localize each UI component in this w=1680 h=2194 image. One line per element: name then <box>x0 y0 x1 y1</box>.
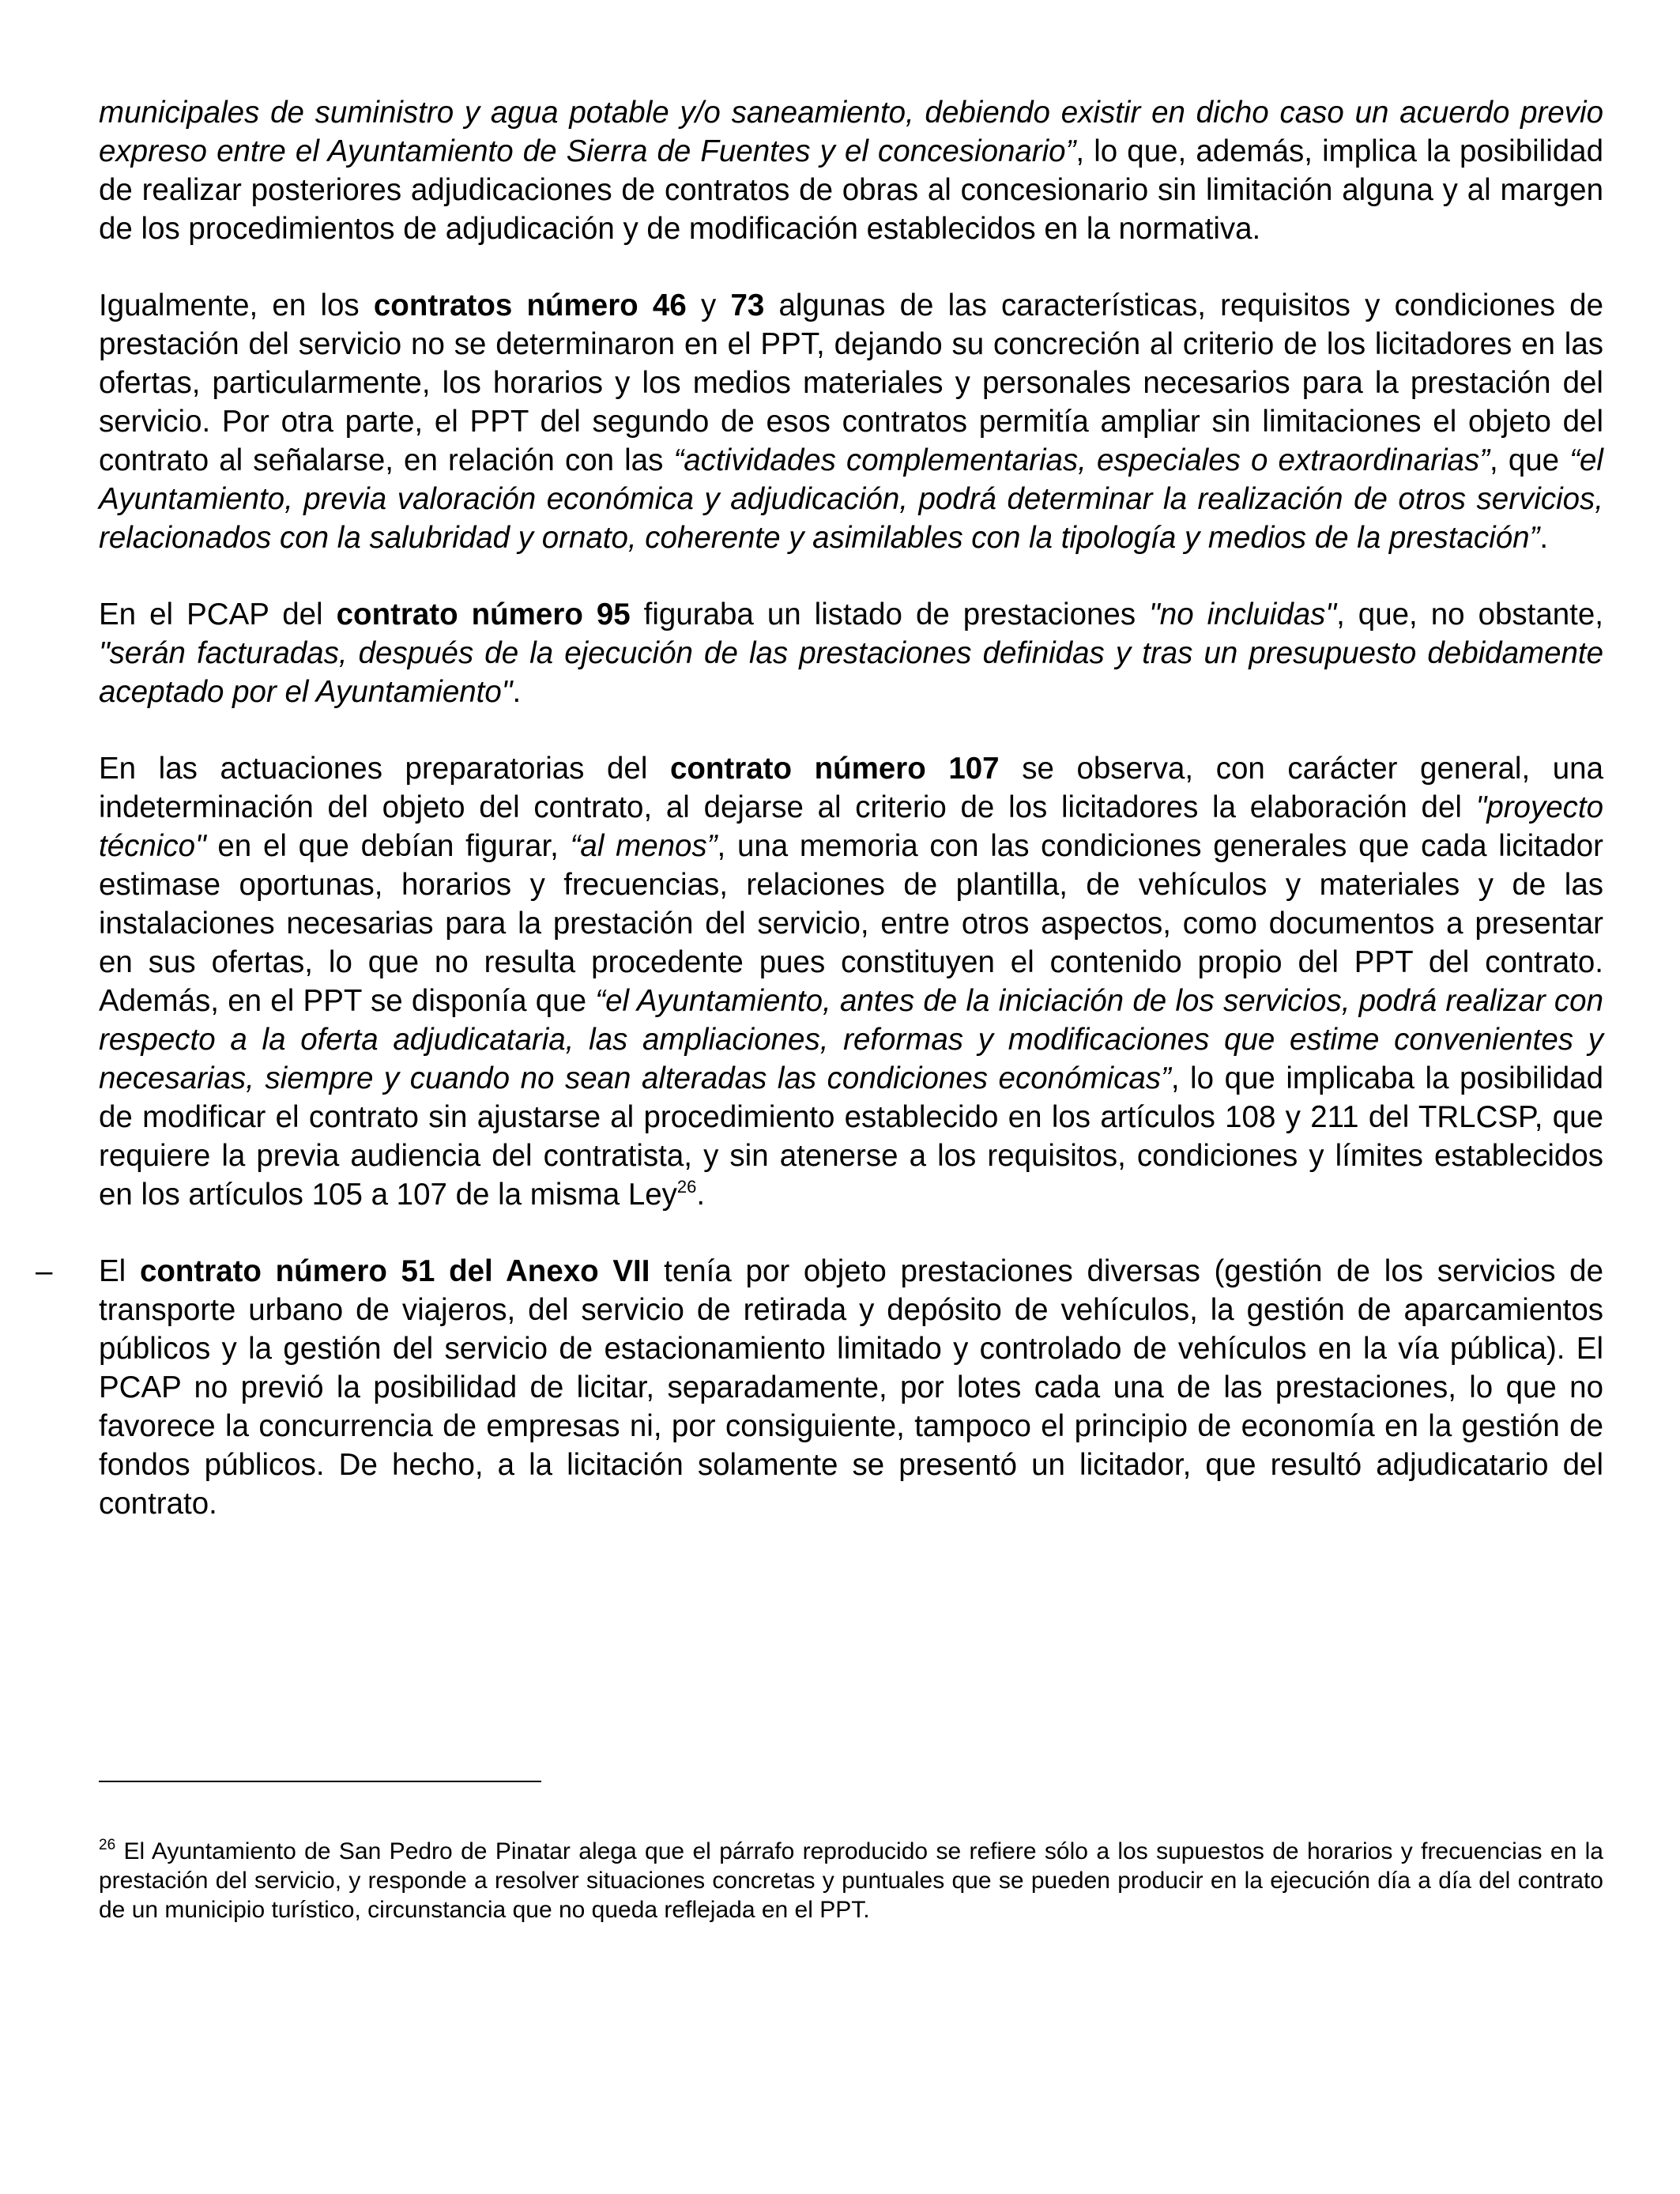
dash-bullet-icon: – <box>36 1254 53 1288</box>
footnote-text: El Ayuntamiento de San Pedro de Pinatar alega que el párrafo reproducido se refiere sólo a los supuestos de horarios y frecuencias en la prestación del servicio, y responde a resolver situaciones concretas y puntuales que se pueden producir en la ejecución día a día del contrato de un municipio turístico, circunstancia que no queda reflejada en el PPT. <box>99 1838 1603 1923</box>
quote-text: “actividades complementarias, especiales o extraordinarias” <box>673 443 1490 477</box>
text-run: y <box>686 288 731 322</box>
paragraph-3 <box>99 595 1603 711</box>
text-run: , lo que, además, implica la posibilidad de realizar posteriores adjudicaciones de contratos de obras al concesionario sin limitación alguna y al margen de los procedimientos de adjudicación y de modificación establecidos en la normativa. <box>99 134 1603 246</box>
text-run: En las actuaciones preparatorias del <box>99 752 670 786</box>
text-run: algunas de las características, requisitos y condiciones de prestación del servicio no se determinaron en el PPT, dejando su concreción al criterio de los licitadores en las ofertas, particularmente, los horarios y los medios materiales y personales necesarios para la prestación del servicio. Por otra parte, el PPT del segundo de esos contratos permitía ampliar sin limitaciones el objeto del contrato al señalarse, en relación con las <box>99 288 1603 477</box>
contract-ref: contrato número 51 del Anexo VII <box>139 1254 650 1288</box>
text-run: . <box>1539 521 1549 555</box>
contract-ref: contrato número 95 <box>336 598 631 631</box>
text-run: , lo que implicaba la posibilidad de modificar el contrato sin ajustarse al procedimiento establecido en los artículos 108 y 211 del TRLCSP, que requiere la previa audiencia del contratista, y sin atenerse a los requisitos, condiciones y límites establecidos en los artículos 105 a 107 de la misma Ley <box>99 1061 1603 1212</box>
quote-text: “al menos” <box>570 829 718 863</box>
text-run: . <box>512 675 522 709</box>
page-body <box>36 93 1603 1523</box>
text-run: en el que debían figurar, <box>205 829 571 863</box>
footnote-separator <box>99 1781 541 1782</box>
paragraph-5 <box>99 1252 1603 1523</box>
contract-ref: 73 <box>730 288 765 322</box>
text-run: El <box>99 1254 140 1288</box>
text-run: tenía por objeto prestaciones diversas (gestión de los servicios de transporte urbano de viajeros, del servicio de retirada y depósito de vehículos, la gestión de aparcamientos públicos y la gestión del servicio de estacionamiento limitado y controlado de vehículos en la vía pública). El PCAP no previó la posibilidad de licitar, separadamente, por lotes cada una de las prestaciones, lo que no favorece la concurrencia de empresas ni, por consiguiente, tampoco el principio de economía en la gestión de fondos públicos. De hecho, a la licitación solamente se presentó un licitador, que resultó adjudicatario del contrato. <box>99 1254 1603 1521</box>
text-run: , que, no obstante, <box>1336 598 1603 631</box>
text-run: En el PCAP del <box>99 598 337 631</box>
quote-text: “el Ayuntamiento, previa valoración económica y adjudicación, podrá determinar la realización de otros servicios, relacionados con la salubridad y ornato, coherente y asimilables con la tipología y medios de la prestación” <box>99 443 1603 555</box>
text-run: se observa, con carácter general, una indeterminación del objeto del contrato, al dejarse al criterio de los licitadores la elaboración del <box>99 752 1603 824</box>
quote-text: municipales de suministro y agua potable y/o saneamiento, debiendo existir en dicho caso un acuerdo previo expreso entre el Ayuntamiento de Sierra de Fuentes y el concesionario” <box>99 96 1603 168</box>
text-run: , una memoria con las condiciones generales que cada licitador estimase oportunas, horarios y frecuencias, relaciones de plantilla, de vehículos y materiales y de las instalaciones necesarias para la prestación del servicio, entre otros aspectos, como documentos a presentar en sus ofertas, lo que no resulta procedente pues constituyen el contenido propio del PPT del contrato. Además, en el PPT se disponía que <box>99 829 1603 1018</box>
footnote-number: 26 <box>99 1837 116 1853</box>
quote-text: "serán facturadas, después de la ejecución de las prestaciones definidas y tras un presupuesto debidamente aceptado por el Ayuntamiento" <box>99 636 1603 709</box>
bullet-item <box>36 1252 1603 1523</box>
quote-text: "proyecto técnico" <box>99 790 1603 863</box>
text-run: , que <box>1490 443 1570 477</box>
contract-ref: contrato número 107 <box>669 752 1000 786</box>
footnote-reference[interactable]: 26 <box>676 1177 697 1197</box>
text-run: figuraba un listado de prestaciones <box>630 598 1150 631</box>
footnote <box>99 1837 1603 1924</box>
contract-ref: contratos número 46 <box>373 288 687 322</box>
text-run: Igualmente, en los <box>99 288 374 322</box>
quote-text: “el Ayuntamiento, antes de la iniciación de los servicios, podrá realizar con respecto a la oferta adjudicataria, las ampliaciones, reformas y modificaciones que estime convenientes y necesarias, siempre y cuando no sean alteradas las condiciones económicas” <box>99 984 1603 1095</box>
paragraph-4 <box>99 749 1603 1214</box>
quote-text: "no incluidas" <box>1149 598 1337 631</box>
paragraph-1 <box>99 93 1603 248</box>
paragraph-2 <box>99 286 1603 557</box>
text-run: . <box>696 1178 706 1212</box>
